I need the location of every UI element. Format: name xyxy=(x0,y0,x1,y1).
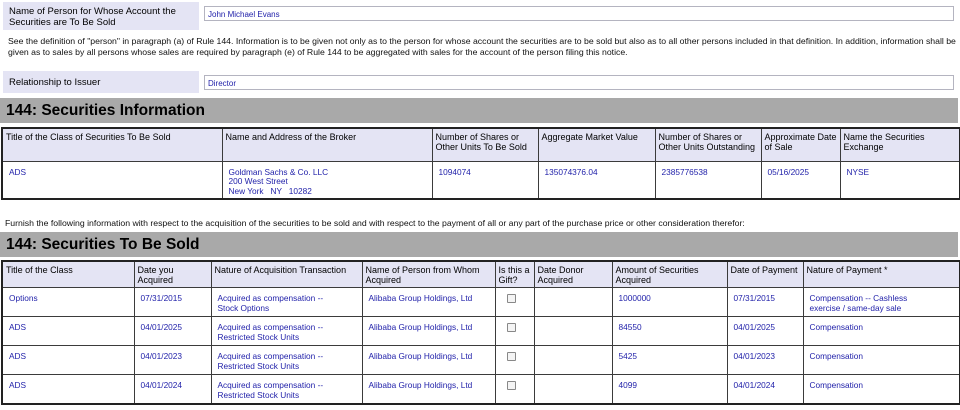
cell-class-text: Options xyxy=(9,293,38,303)
cell-class-text: ADS xyxy=(9,351,27,361)
cell-date-acquired[interactable] xyxy=(134,288,211,317)
cell-payment-nature-text: exercise / same-day sale xyxy=(809,302,902,313)
table-row xyxy=(2,288,960,317)
cell-donor-date[interactable] xyxy=(534,317,612,346)
col-header: Date Donor Acquired xyxy=(534,261,612,288)
broker-city: New York NY 10282 xyxy=(228,185,312,196)
cell-acquired-from[interactable] xyxy=(362,375,495,404)
table-row xyxy=(2,375,960,404)
cell-acquisition-nature[interactable] xyxy=(211,375,362,404)
cell-acquisition-nature[interactable] xyxy=(211,317,362,346)
table-header-row xyxy=(2,128,960,161)
person-row xyxy=(0,2,958,30)
gift-checkbox[interactable] xyxy=(507,352,516,361)
col-header: Nature of Payment * xyxy=(803,261,960,288)
cell-class[interactable] xyxy=(2,288,134,317)
col-header: Date you Acquired xyxy=(134,261,211,288)
cell-amount[interactable] xyxy=(612,346,727,375)
cell-broker[interactable] xyxy=(222,161,432,199)
cell-date-acquired-text: 04/01/2024 xyxy=(140,380,183,390)
col-header: Is this a Gift? xyxy=(495,261,534,288)
cell-payment-nature-text: Compensation xyxy=(809,322,864,332)
securities-to-be-sold-table xyxy=(1,260,960,405)
col-header: Approximate Date of Sale xyxy=(761,128,840,161)
form-144-page xyxy=(0,2,958,410)
col-header: Title of the Class xyxy=(2,261,134,288)
cell-gift[interactable] xyxy=(495,288,534,317)
cell-acquisition-nature[interactable] xyxy=(211,346,362,375)
cell-payment-date-text: 04/01/2023 xyxy=(733,351,776,361)
gift-checkbox[interactable] xyxy=(507,294,516,303)
cell-acquired-from-text: Alibaba Group Holdings, Ltd xyxy=(368,380,473,390)
cell-class[interactable]: ADS xyxy=(2,161,222,199)
cell-outstanding[interactable]: 2385776538 xyxy=(655,161,761,199)
table-row xyxy=(2,161,960,199)
cell-date-acquired[interactable] xyxy=(134,317,211,346)
cell-donor-date[interactable] xyxy=(534,375,612,404)
broker-name: Goldman Sachs & Co. LLC xyxy=(228,166,329,177)
cell-payment-date[interactable] xyxy=(727,346,803,375)
cell-amount[interactable] xyxy=(612,288,727,317)
cell-sale-date[interactable]: 05/16/2025 xyxy=(761,161,840,199)
cell-payment-date-text: 04/01/2024 xyxy=(733,380,776,390)
cell-payment-date[interactable] xyxy=(727,288,803,317)
cell-payment-nature-text: Compensation xyxy=(809,351,864,361)
col-header: Amount of Securities Acquired xyxy=(612,261,727,288)
cell-class[interactable] xyxy=(2,317,134,346)
cell-acquisition-nature-text: Restricted Stock Units xyxy=(217,389,300,400)
table-header-row xyxy=(2,261,960,288)
cell-payment-date-text: 04/01/2025 xyxy=(733,322,776,332)
securities-to-be-sold-header: 144: Securities To Be Sold xyxy=(0,232,958,257)
cell-class-text: ADS xyxy=(9,322,27,332)
cell-amount-text: 4099 xyxy=(618,380,637,390)
cell-class[interactable] xyxy=(2,375,134,404)
cell-date-acquired[interactable] xyxy=(134,346,211,375)
cell-acquisition-nature-text: Acquired as compensation -- xyxy=(217,351,324,361)
cell-acquisition-nature-text: Stock Options xyxy=(217,302,270,313)
cell-acquired-from[interactable] xyxy=(362,346,495,375)
cell-acquired-from[interactable] xyxy=(362,317,495,346)
cell-payment-nature-text: Compensation xyxy=(809,380,864,390)
col-header: Number of Shares or Other Units To Be Sold xyxy=(432,128,538,161)
person-label: Name of Person for Whose Account the Securities are To Be Sold xyxy=(3,2,199,30)
person-name-field[interactable]: John Michael Evans xyxy=(204,6,954,21)
cell-shares[interactable]: 1094074 xyxy=(432,161,538,199)
col-header: Name and Address of the Broker xyxy=(222,128,432,161)
cell-payment-nature[interactable] xyxy=(803,317,960,346)
furnish-note: Furnish the following information with respect to the acquisition of the securities to be sold and with respect to the payment of all or any part of the purchase price or other consideration therefor: xyxy=(5,218,745,228)
cell-acquisition-nature-text: Restricted Stock Units xyxy=(217,360,300,371)
securities-information-table xyxy=(1,127,960,200)
cell-amount-text: 1000000 xyxy=(618,293,651,303)
cell-exchange[interactable]: NYSE xyxy=(840,161,960,199)
cell-donor-date[interactable] xyxy=(534,288,612,317)
col-header: Title of the Class of Securities To Be Sold xyxy=(2,128,222,161)
table-row xyxy=(2,346,960,375)
cell-acquisition-nature[interactable] xyxy=(211,288,362,317)
gift-checkbox[interactable] xyxy=(507,381,516,390)
col-header: Aggregate Market Value xyxy=(538,128,655,161)
cell-date-acquired-text: 07/31/2015 xyxy=(140,293,183,303)
relationship-row xyxy=(0,71,958,93)
cell-date-acquired[interactable] xyxy=(134,375,211,404)
cell-class[interactable] xyxy=(2,346,134,375)
cell-amount[interactable] xyxy=(612,375,727,404)
cell-amount-text: 5425 xyxy=(618,351,637,361)
cell-amount[interactable] xyxy=(612,317,727,346)
cell-gift[interactable] xyxy=(495,317,534,346)
cell-acquisition-nature-text: Acquired as compensation -- xyxy=(217,322,324,332)
col-header: Date of Payment xyxy=(727,261,803,288)
cell-payment-nature[interactable] xyxy=(803,288,960,317)
relationship-field[interactable]: Director xyxy=(204,75,954,90)
cell-payment-date[interactable] xyxy=(727,317,803,346)
cell-amount-text: 84550 xyxy=(618,322,642,332)
col-header: Name of Person from Whom Acquired xyxy=(362,261,495,288)
cell-gift[interactable] xyxy=(495,346,534,375)
cell-payment-nature-text: Compensation -- Cashless xyxy=(809,293,908,303)
cell-payment-date[interactable] xyxy=(727,375,803,404)
cell-payment-date-text: 07/31/2015 xyxy=(733,293,776,303)
cell-acquisition-nature-text: Acquired as compensation -- xyxy=(217,380,324,390)
broker-street: 200 West Street xyxy=(228,176,288,186)
cell-donor-date[interactable] xyxy=(534,346,612,375)
col-header: Nature of Acquisition Transaction xyxy=(211,261,362,288)
relationship-label: Relationship to Issuer xyxy=(3,71,199,93)
col-header: Name the Securities Exchange xyxy=(840,128,960,161)
cell-acquired-from[interactable] xyxy=(362,288,495,317)
cell-date-acquired-text: 04/01/2023 xyxy=(140,351,183,361)
cell-date-acquired-text: 04/01/2025 xyxy=(140,322,183,332)
cell-class-text: ADS xyxy=(9,380,27,390)
table-row xyxy=(2,317,960,346)
gift-checkbox[interactable] xyxy=(507,323,516,332)
cell-acquired-from-text: Alibaba Group Holdings, Ltd xyxy=(368,322,473,332)
col-header: Number of Shares or Other Units Outstanding xyxy=(655,128,761,161)
cell-payment-nature[interactable] xyxy=(803,375,960,404)
cell-payment-nature[interactable] xyxy=(803,346,960,375)
cell-acquired-from-text: Alibaba Group Holdings, Ltd xyxy=(368,351,473,361)
definition-note: See the definition of "person" in paragraph (a) of Rule 144. Information is to be given not only as to the person for whose account the securities are to be sold but also as to all other persons included in that definition. In addition, information shall be given as to sales by all persons whose sales are required by paragraph (e) of Rule 144 to be aggregated with sales for the account of the person filing this notice. xyxy=(8,36,956,57)
cell-acquisition-nature-text: Restricted Stock Units xyxy=(217,331,300,342)
securities-information-header: 144: Securities Information xyxy=(0,98,958,123)
cell-acquired-from-text: Alibaba Group Holdings, Ltd xyxy=(368,293,473,303)
cell-acquisition-nature-text: Acquired as compensation -- xyxy=(217,293,324,303)
cell-market-value[interactable]: 135074376.04 xyxy=(538,161,655,199)
cell-gift[interactable] xyxy=(495,375,534,404)
